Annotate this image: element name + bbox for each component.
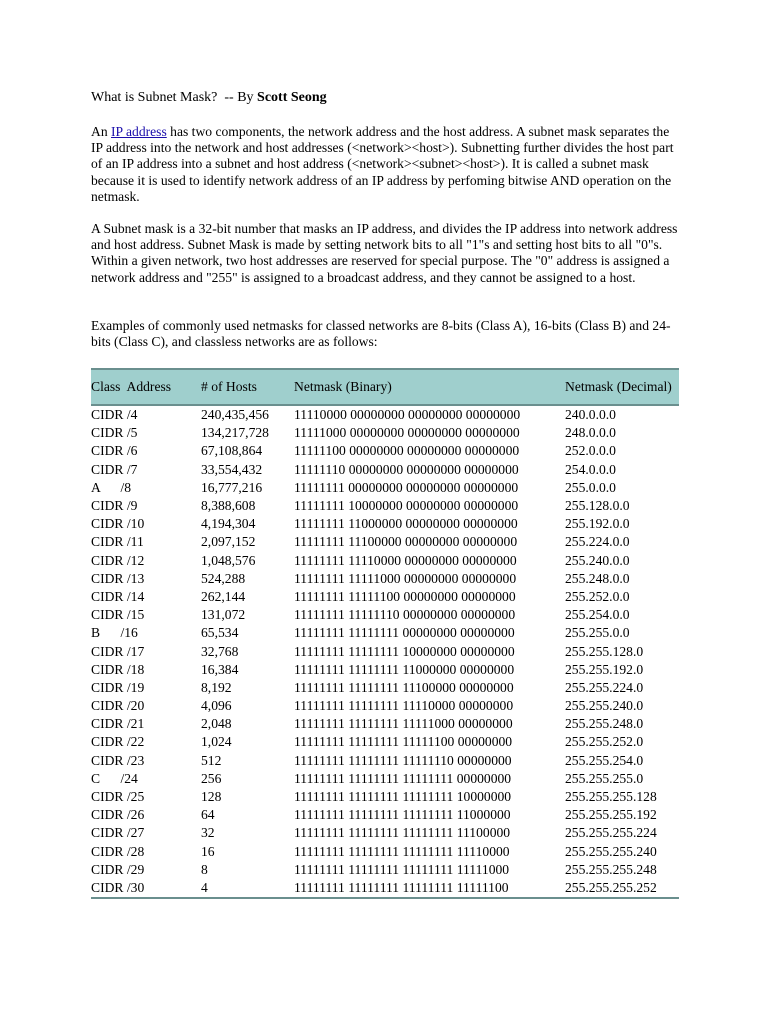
cell-num-hosts: 64 bbox=[201, 807, 215, 823]
cell-class-address: CIDR /21 bbox=[91, 716, 145, 732]
cell-class-address: CIDR /11 bbox=[91, 534, 144, 550]
cell-netmask-decimal: 255.255.128.0 bbox=[565, 643, 644, 659]
table-row bbox=[91, 679, 679, 697]
cell-netmask-decimal: 255.252.0.0 bbox=[565, 588, 630, 604]
paragraph-intro bbox=[91, 124, 681, 205]
cell-netmask-decimal: 255.255.240.0 bbox=[565, 698, 644, 714]
paragraph-intro-rest: has two components, the network address and the host address. A subnet mask separates the IP address into the network and host addresses (<network><host>). Subnetting further divides the host part of an IP address into a subnet and host address (<network><subnet><host>). It is called a subnet mask because it is used to identify network address of an IP address by perfoming bitwise AND operation on the netmask. bbox=[91, 124, 674, 204]
cell-netmask-binary: 11111111 11111111 11000000 00000000 bbox=[294, 661, 515, 677]
cell-netmask-binary: 11111111 11111111 11111111 11100000 bbox=[294, 825, 511, 841]
table-row bbox=[91, 552, 679, 570]
cell-class-address: CIDR /19 bbox=[91, 679, 145, 695]
header-class-address: Class Address bbox=[91, 379, 172, 394]
header-netmask-binary: Netmask (Binary) bbox=[294, 379, 392, 394]
table-row bbox=[91, 424, 679, 442]
author-name: Scott Seong bbox=[257, 90, 327, 105]
table-row bbox=[91, 624, 679, 642]
table-row bbox=[91, 570, 679, 588]
cell-netmask-decimal: 255.255.255.192 bbox=[565, 807, 657, 823]
cell-netmask-decimal: 255.0.0.0 bbox=[565, 479, 616, 495]
cell-num-hosts: 8,192 bbox=[201, 679, 232, 695]
cell-netmask-decimal: 255.255.192.0 bbox=[565, 661, 644, 677]
cell-num-hosts: 262,144 bbox=[201, 588, 246, 604]
cell-num-hosts: 512 bbox=[201, 752, 222, 768]
cell-num-hosts: 1,024 bbox=[201, 734, 232, 750]
cell-netmask-binary: 11111111 11111110 00000000 00000000 bbox=[294, 607, 516, 623]
header-netmask-decimal: Netmask (Decimal) bbox=[565, 379, 672, 394]
cell-class-address: CIDR /14 bbox=[91, 588, 145, 604]
table-row bbox=[91, 515, 679, 533]
cell-netmask-binary: 11111111 11111111 11111110 00000000 bbox=[294, 752, 512, 768]
cell-num-hosts: 67,108,864 bbox=[201, 443, 263, 459]
cell-num-hosts: 8 bbox=[201, 861, 208, 877]
table-row bbox=[91, 879, 679, 898]
table-row bbox=[91, 606, 679, 624]
cell-netmask-binary: 11111111 11111111 11111111 00000000 bbox=[294, 770, 512, 786]
cell-num-hosts: 4,096 bbox=[201, 698, 232, 714]
cell-netmask-binary: 11111100 00000000 00000000 00000000 bbox=[294, 443, 520, 459]
cell-netmask-decimal: 255.255.255.240 bbox=[565, 843, 657, 859]
cell-class-address: C /24 bbox=[91, 770, 138, 786]
header-num-hosts: # of Hosts bbox=[201, 379, 257, 394]
cell-netmask-binary: 11111111 11111111 11111100 00000000 bbox=[294, 734, 513, 750]
table-row bbox=[91, 806, 679, 824]
ip-address-link[interactable]: IP address bbox=[111, 124, 167, 139]
cell-class-address: CIDR /13 bbox=[91, 570, 145, 586]
cell-netmask-decimal: 240.0.0.0 bbox=[565, 407, 616, 423]
cell-class-address: CIDR /15 bbox=[91, 607, 145, 623]
table-row bbox=[91, 715, 679, 733]
cell-netmask-decimal: 255.248.0.0 bbox=[565, 570, 630, 586]
cell-class-address: CIDR /18 bbox=[91, 661, 145, 677]
cell-class-address: CIDR /20 bbox=[91, 698, 145, 714]
cell-num-hosts: 131,072 bbox=[201, 607, 246, 623]
cell-class-address: CIDR /23 bbox=[91, 752, 145, 768]
cell-num-hosts: 16,384 bbox=[201, 661, 239, 677]
table-row bbox=[91, 533, 679, 551]
cell-netmask-decimal: 255.255.224.0 bbox=[565, 679, 644, 695]
cell-class-address: CIDR /9 bbox=[91, 498, 138, 514]
cell-class-address: CIDR /17 bbox=[91, 643, 145, 659]
cell-class-address: CIDR /4 bbox=[91, 407, 138, 423]
cell-netmask-binary: 11111000 00000000 00000000 00000000 bbox=[294, 425, 520, 441]
cell-num-hosts: 524,288 bbox=[201, 570, 246, 586]
cell-netmask-decimal: 255.254.0.0 bbox=[565, 607, 630, 623]
cell-num-hosts: 65,534 bbox=[201, 625, 239, 641]
cell-netmask-binary: 11111110 00000000 00000000 00000000 bbox=[294, 461, 519, 477]
netmask-table bbox=[91, 368, 679, 899]
cell-netmask-decimal: 255.255.252.0 bbox=[565, 734, 644, 750]
paragraph-subnet-mask: A Subnet mask is a 32-bit number that masks an IP address, and divides the IP address into network address and host address. Subnet Mask is made by setting network bits to all "1"s and setting host bits to all "0"s. Within a given network, two host addresses are reserved for special purpose. The "0" address is assigned a network address and "255" is assigned to a broadcast address, and they cannot be assigned to a host. bbox=[91, 221, 678, 285]
table-row bbox=[91, 461, 679, 479]
cell-netmask-binary: 11111111 11111111 11111111 10000000 bbox=[294, 789, 512, 805]
table-row bbox=[91, 405, 679, 424]
cell-num-hosts: 4 bbox=[201, 879, 208, 895]
table-row bbox=[91, 479, 679, 497]
cell-netmask-decimal: 255.255.255.252 bbox=[565, 879, 657, 895]
cell-num-hosts: 32,768 bbox=[201, 643, 239, 659]
cell-netmask-binary: 11111111 11111000 00000000 00000000 bbox=[294, 570, 517, 586]
cell-netmask-binary: 11111111 00000000 00000000 00000000 bbox=[294, 479, 519, 495]
cell-netmask-decimal: 255.255.255.128 bbox=[565, 789, 657, 805]
cell-netmask-decimal: 248.0.0.0 bbox=[565, 425, 616, 441]
cell-num-hosts: 8,388,608 bbox=[201, 498, 256, 514]
cell-netmask-binary: 11111111 10000000 00000000 00000000 bbox=[294, 498, 519, 514]
cell-num-hosts: 16 bbox=[201, 843, 215, 859]
cell-netmask-binary: 11111111 11111111 11111111 11110000 bbox=[294, 843, 510, 859]
cell-netmask-decimal: 255.255.255.0 bbox=[565, 770, 644, 786]
table-row bbox=[91, 661, 679, 679]
cell-netmask-binary: 11111111 11111111 00000000 00000000 bbox=[294, 625, 515, 641]
cell-netmask-decimal: 255.255.248.0 bbox=[565, 716, 644, 732]
cell-num-hosts: 16,777,216 bbox=[201, 479, 263, 495]
table-row bbox=[91, 861, 679, 879]
table-row bbox=[91, 642, 679, 660]
cell-class-address: CIDR /7 bbox=[91, 461, 138, 477]
table-row bbox=[91, 788, 679, 806]
cell-num-hosts: 33,554,432 bbox=[201, 461, 263, 477]
cell-class-address: A /8 bbox=[91, 479, 132, 495]
table-row bbox=[91, 843, 679, 861]
cell-netmask-binary: 11111111 11111111 11111111 11111000 bbox=[294, 861, 510, 877]
cell-netmask-binary: 11111111 11111111 11111000 00000000 bbox=[294, 716, 513, 732]
cell-netmask-binary: 11111111 11111111 11111111 11000000 bbox=[294, 807, 511, 823]
table-row bbox=[91, 697, 679, 715]
table-row bbox=[91, 733, 679, 751]
table-row bbox=[91, 770, 679, 788]
cell-netmask-decimal: 255.240.0.0 bbox=[565, 552, 630, 568]
cell-netmask-binary: 11111111 11111111 10000000 00000000 bbox=[294, 643, 515, 659]
page-title bbox=[91, 90, 327, 106]
cell-netmask-binary: 11111111 11000000 00000000 00000000 bbox=[294, 516, 518, 532]
cell-netmask-decimal: 255.255.254.0 bbox=[565, 752, 644, 768]
cell-num-hosts: 256 bbox=[201, 770, 222, 786]
cell-netmask-decimal: 255.255.255.224 bbox=[565, 825, 657, 841]
cell-netmask-decimal: 254.0.0.0 bbox=[565, 461, 616, 477]
cell-class-address: CIDR /22 bbox=[91, 734, 145, 750]
cell-num-hosts: 240,435,456 bbox=[201, 407, 269, 423]
cell-class-address: CIDR /10 bbox=[91, 516, 145, 532]
table-body bbox=[91, 405, 679, 898]
cell-class-address: B /16 bbox=[91, 625, 138, 641]
cell-num-hosts: 1,048,576 bbox=[201, 552, 256, 568]
paragraph-intro-start: An bbox=[91, 124, 112, 139]
cell-netmask-binary: 11111111 11110000 00000000 00000000 bbox=[294, 552, 517, 568]
cell-class-address: CIDR /5 bbox=[91, 425, 138, 441]
cell-netmask-binary: 11111111 11111111 11100000 00000000 bbox=[294, 679, 514, 695]
cell-num-hosts: 128 bbox=[201, 789, 222, 805]
cell-netmask-decimal: 252.0.0.0 bbox=[565, 443, 616, 459]
cell-class-address: CIDR /26 bbox=[91, 807, 145, 823]
cell-class-address: CIDR /6 bbox=[91, 443, 138, 459]
cell-netmask-binary: 11110000 00000000 00000000 00000000 bbox=[294, 407, 521, 423]
cell-num-hosts: 4,194,304 bbox=[201, 516, 256, 532]
cell-netmask-decimal: 255.224.0.0 bbox=[565, 534, 630, 550]
cell-netmask-binary: 11111111 11111111 11110000 00000000 bbox=[294, 698, 514, 714]
cell-class-address: CIDR /27 bbox=[91, 825, 145, 841]
cell-class-address: CIDR /28 bbox=[91, 843, 145, 859]
table-header-row bbox=[91, 369, 679, 405]
cell-class-address: CIDR /12 bbox=[91, 552, 145, 568]
title-text: What is Subnet Mask? -- By bbox=[91, 90, 258, 105]
cell-netmask-binary: 11111111 11111111 11111111 11111100 bbox=[294, 879, 509, 895]
cell-class-address: CIDR /25 bbox=[91, 789, 145, 805]
cell-netmask-decimal: 255.255.0.0 bbox=[565, 625, 630, 641]
cell-num-hosts: 134,217,728 bbox=[201, 425, 269, 441]
cell-num-hosts: 2,048 bbox=[201, 716, 232, 732]
cell-netmask-binary: 11111111 11111100 00000000 00000000 bbox=[294, 588, 516, 604]
cell-num-hosts: 32 bbox=[201, 825, 215, 841]
paragraph-examples: Examples of commonly used netmasks for classed networks are 8-bits (Class A), 16-bits (Class B) and 24-bits (Class C), and classless networks are as follows: bbox=[91, 318, 671, 350]
cell-netmask-binary: 11111111 11100000 00000000 00000000 bbox=[294, 534, 518, 550]
table-row bbox=[91, 824, 679, 842]
cell-class-address: CIDR /29 bbox=[91, 861, 145, 877]
cell-netmask-decimal: 255.255.255.248 bbox=[565, 861, 657, 877]
cell-num-hosts: 2,097,152 bbox=[201, 534, 256, 550]
table-row bbox=[91, 588, 679, 606]
cell-netmask-decimal: 255.192.0.0 bbox=[565, 516, 630, 532]
table-row bbox=[91, 497, 679, 515]
table-row bbox=[91, 752, 679, 770]
table-row bbox=[91, 442, 679, 460]
cell-class-address: CIDR /30 bbox=[91, 879, 145, 895]
cell-netmask-decimal: 255.128.0.0 bbox=[565, 498, 630, 514]
